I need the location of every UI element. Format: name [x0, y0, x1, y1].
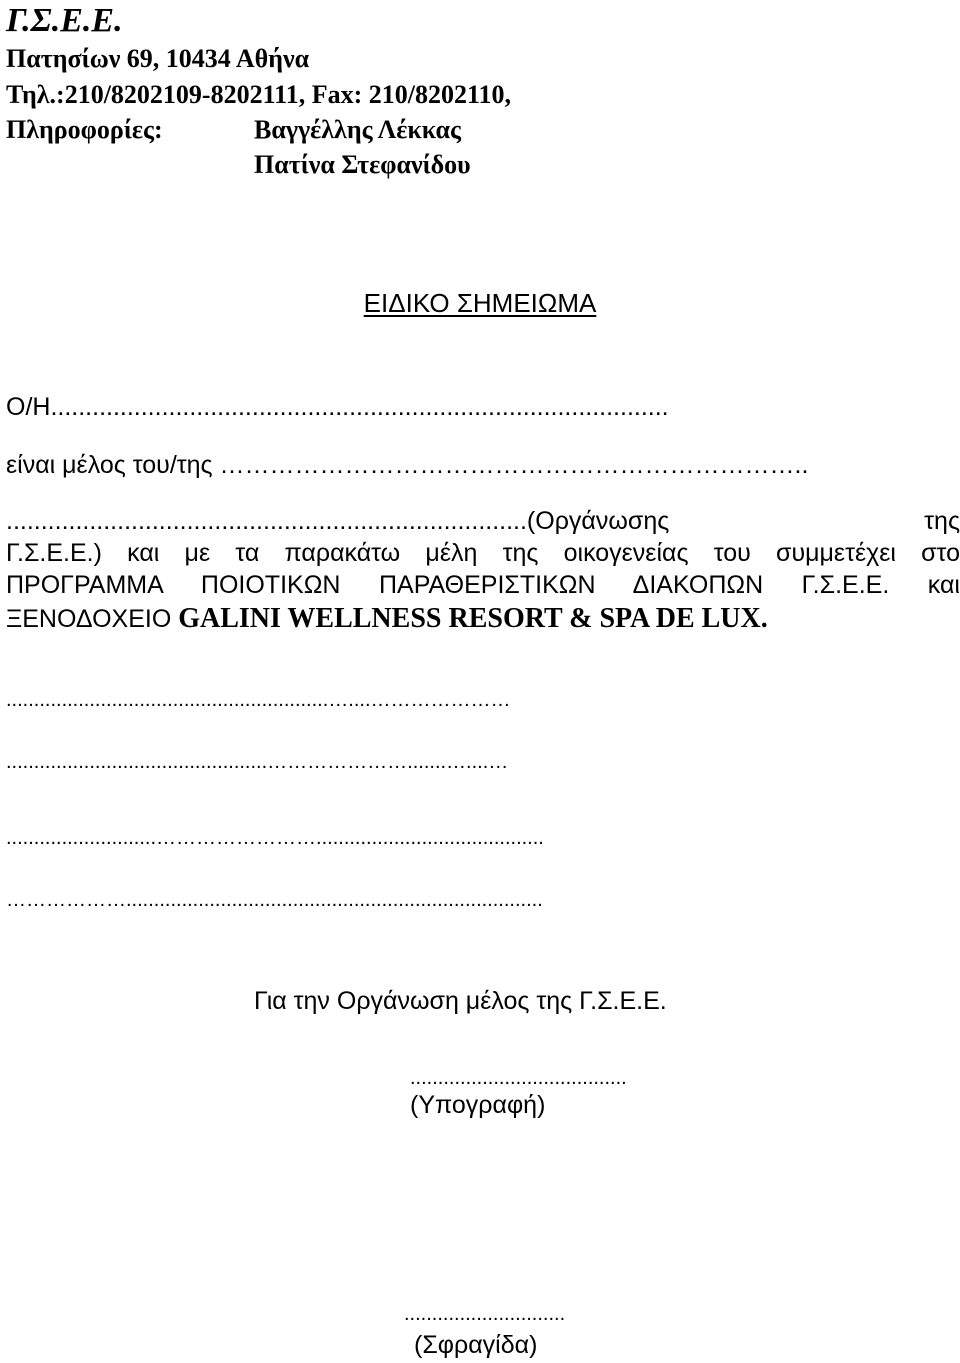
contact-person-2: Πατίνα Στεφανίδου: [254, 150, 471, 179]
family-member-line-3: ...........................…………………….........................................: [6, 827, 544, 849]
family-member-line-1: ..........................................................…....…………………: [6, 689, 511, 711]
family-member-line-4: ………………...........................................................................: [6, 889, 543, 911]
signature-dots: .......................................: [410, 1067, 627, 1089]
document-title-text: ΕΙΔΙΚΟ ΣΗΜΕΙΩΜΑ: [363, 288, 597, 318]
info-label: Πληροφορίες:: [6, 115, 163, 144]
signature-label: (Υπογραφή): [410, 1091, 546, 1119]
member-name-line: Ο/Η.........................................................................................: [6, 393, 669, 421]
stamp-label: (Σφραγίδα): [414, 1331, 538, 1359]
stamp-dots: .............................: [404, 1303, 566, 1325]
paragraph-line-2: ΠΡΟΓΡΑΜΜΑ ΠΟΙΟΤΙΚΩΝ ΠΑΡΑΘΕΡΙΣΤΙΚΩΝ ΔΙΑΚΟΠΩΝ Γ.Σ.Ε.Ε. και: [6, 571, 960, 599]
paragraph-line-3: [6, 604, 768, 634]
contact-person-1: Βαγγέλλης Λέκκας: [254, 115, 461, 144]
paragraph-line-1: Γ.Σ.Ε.Ε.) και με τα παρακάτω μέλη της οικογενείας του συμμετέχει στο: [6, 539, 960, 567]
organization-name: Γ.Σ.Ε.Ε.: [6, 2, 123, 39]
hotel-name: GALINI WELLNESS RESORT & SPA DE LUX.: [178, 603, 768, 634]
organization-address: Πατησίων 69, 10434 Αθήνα: [6, 44, 310, 73]
document-title: [0, 288, 960, 318]
signature-heading: Για την Οργάνωση μέλος της Γ.Σ.Ε.Ε.: [254, 987, 667, 1015]
organization-phones: Τηλ.:210/8202109-8202111, Fax: 210/8202110,: [6, 80, 512, 109]
hotel-prefix: ΞΕΝΟΔΟΧΕΙΟ: [6, 605, 179, 633]
organization-fill-line: ...........................................................................(Οργάνωσης: [6, 507, 670, 535]
member-of-line: είναι μέλος του/της ……………………………………………………………..: [6, 451, 809, 479]
family-member-line-2: ...............................................………………….......…....…: [6, 751, 509, 773]
organization-fill-line-end: της: [924, 507, 960, 535]
